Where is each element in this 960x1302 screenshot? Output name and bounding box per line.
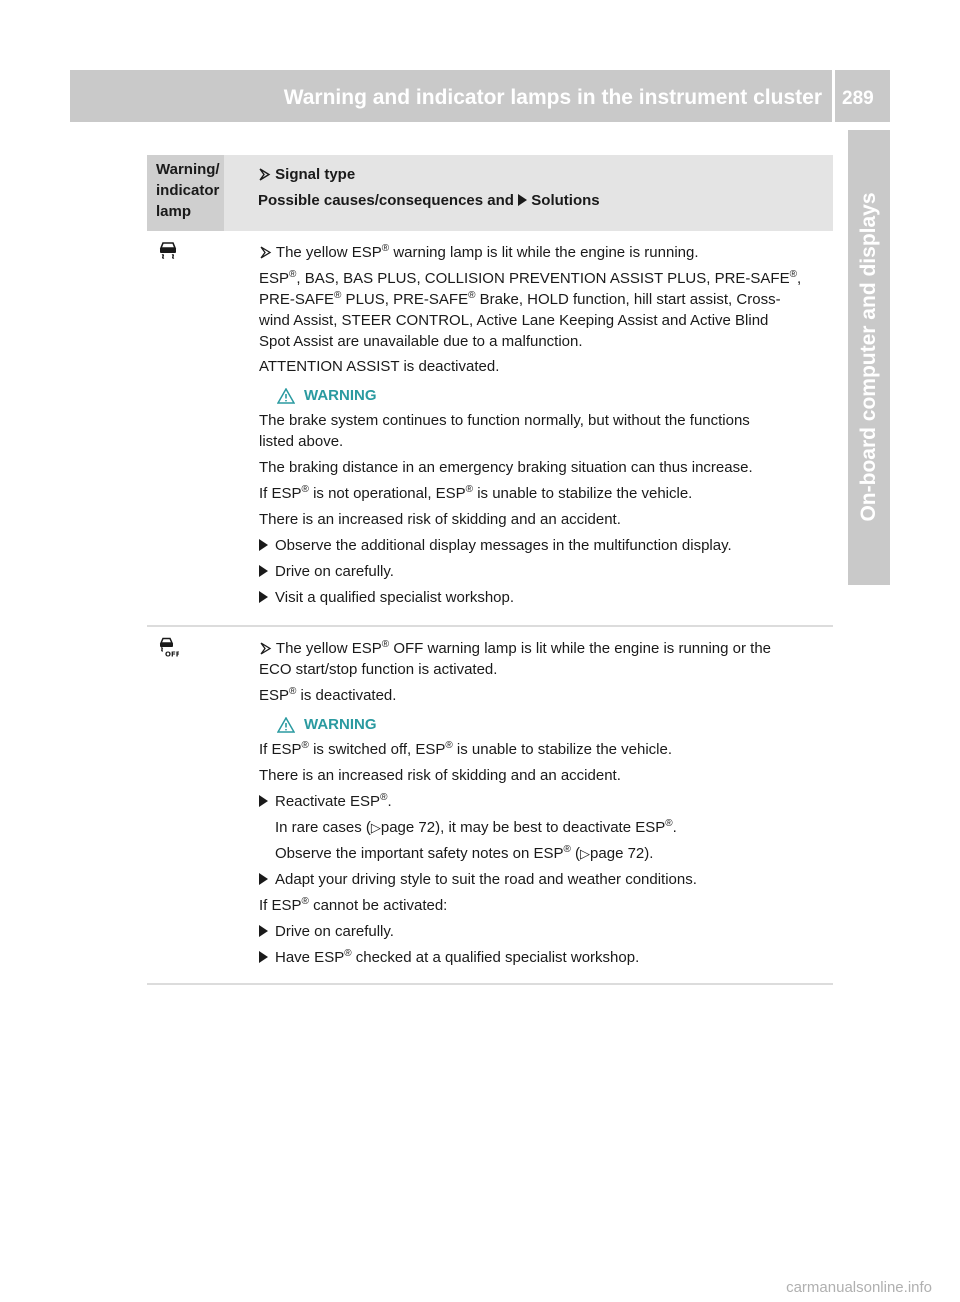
causes-label: Possible causes/consequences and — [258, 192, 514, 209]
header-separator — [832, 70, 835, 122]
lamp-column-header: Warning/ indicator lamp — [147, 155, 224, 231]
solution-arrow-icon — [259, 591, 268, 603]
solutions-label: Solutions — [531, 192, 600, 209]
solution-step: Drive on carefully. — [259, 561, 833, 582]
signal-column-header — [224, 155, 600, 231]
esp-warning-lamp-icon — [157, 241, 179, 259]
solution-step: Reactivate ESP®. — [259, 791, 833, 812]
page-reference[interactable]: page 72 — [590, 845, 645, 862]
side-tab-marker — [848, 540, 890, 585]
svg-text:OFF: OFF — [165, 650, 179, 657]
solution-step: Observe the additional display messages in the multifunction display. — [259, 535, 833, 556]
solution-step: Drive on carefully. — [259, 921, 833, 942]
solution-arrow-icon — [259, 925, 268, 937]
solution-arrow-icon — [259, 873, 268, 885]
warning-lamp-table — [147, 155, 833, 985]
solution-arrow-icon — [259, 951, 268, 963]
warning-heading: WARNING — [277, 715, 833, 735]
warning-triangle-icon — [277, 388, 295, 404]
side-tab-label: On-board computer and displays — [857, 192, 880, 522]
solution-arrow-icon — [518, 194, 527, 206]
solution-arrow-icon — [259, 565, 268, 577]
page-reference-icon: ▷ — [580, 846, 591, 861]
solution-step: Visit a qualified specialist workshop. — [259, 587, 833, 608]
signal-icon — [259, 642, 272, 655]
table-row: OFF The yellow ESP® OFF warning lamp is lit while the engine is running or the ECO start/stop function is activated. ESP® is deactivated. WARNING If ESP® is switched off, ESP® is unable to stabilize the vehicle. There is an increased risk of skidding and an accident. Reactivate ESP®. In rare cases (▷page 72), it may be best to deactivate ESP®. Observe the important safety notes on ESP® (▷page 72). Adapt your driving style to suit the road and weather conditions. If ESP® cannot be activated: Drive on carefully. Have ESP® checked at a qualified specialist workshop. — [147, 627, 833, 985]
page-number: 289 — [842, 88, 874, 109]
page-reference-icon: ▷ — [370, 820, 381, 835]
esp-off-warning-lamp-icon — [157, 637, 179, 657]
watermark: carmanualsonline.info — [786, 1279, 932, 1296]
solution-arrow-icon — [259, 539, 268, 551]
warning-heading: WARNING — [277, 386, 833, 406]
page-reference[interactable]: page 72 — [380, 819, 436, 836]
table-row: The yellow ESP® warning lamp is lit while the engine is running. ESP®, BAS, BAS PLUS, COLLISION PREVENTION ASSIST PLUS, PRE-SAFE®, PRE-SAFE® PLUS, PRE-SAFE® Brake, HOLD function, hill start assist, Cross- wind Assist, STEER CONTROL, Active Lane Keeping Assist and Active Blind Spot Assist are unavailable due to a malfunction. ATTENTION ASSIST is deactivated. WARNING The brake system continues to function normally, but without the functions listed above. The braking distance in an emergency braking situation can thus increase. If ESP® is not operational, ESP® is unable to stabilize the vehicle. There is an increased risk of skidding and an accident. Observe the additional display messages in the multifunction display. Drive on carefully. Visit a qualified specialist workshop. — [147, 231, 833, 627]
signal-icon — [258, 168, 271, 181]
solution-step: Have ESP® checked at a qualified specialist workshop. — [259, 947, 833, 968]
table-header — [147, 155, 833, 231]
warning-triangle-icon — [277, 717, 295, 733]
signal-type-label: Signal type — [275, 166, 356, 183]
page-header-title: Warning and indicator lamps in the instrument cluster — [283, 86, 822, 109]
solution-step: Adapt your driving style to suit the road and weather conditions. — [259, 869, 833, 890]
signal-icon — [259, 246, 272, 259]
solution-arrow-icon — [259, 795, 268, 807]
